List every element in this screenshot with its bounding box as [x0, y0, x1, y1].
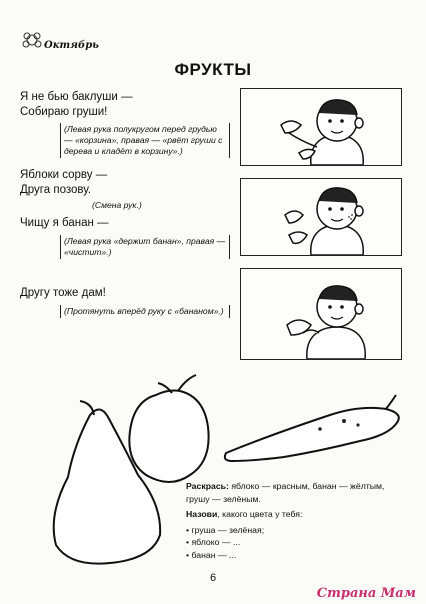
- banana-outline: [225, 395, 399, 461]
- illustration-boy-picking-apples: [240, 178, 402, 256]
- verse-line: Собираю груши!: [20, 106, 108, 118]
- color-list: [186, 524, 406, 562]
- illustration-boy-giving-banana: [240, 268, 402, 360]
- name-label: Назови: [186, 509, 218, 519]
- apple-outline: [129, 375, 208, 482]
- verse-line: Яблоки сорву —: [20, 169, 108, 181]
- color-text: яблоко — красным, банан — жёлтым, грушу — зелёным.: [186, 481, 385, 504]
- list-item: • банан — ...: [186, 549, 237, 560]
- verse-line: Друга позову.: [20, 184, 92, 196]
- header-month: Октябрь: [44, 40, 99, 51]
- verse-3: [20, 216, 230, 259]
- verse-line: Другу тоже дам!: [20, 287, 106, 299]
- page-number: 6: [209, 572, 217, 584]
- illustration-boy-picking-pears: [240, 88, 402, 166]
- page-title: ФРУКТЫ: [174, 60, 252, 79]
- verse-2: [20, 168, 230, 211]
- color-instruction: [186, 480, 406, 505]
- verse-4: [20, 286, 230, 318]
- watermark: Страна Мам: [316, 586, 416, 601]
- name-text: , какого цвета у тебя:: [217, 509, 303, 519]
- verse-1: [20, 90, 230, 158]
- coloring-task: [186, 480, 406, 561]
- color-label: Раскрась:: [186, 481, 229, 491]
- verse-line: Чищу я банан —: [20, 217, 109, 229]
- list-item: • груша — зелёная;: [186, 524, 265, 535]
- verse-note: (Протянуть вперёд руку с «бананом».): [60, 305, 230, 318]
- verse-note: (Левая рука полукругом перед грудью — «корзина», правая — «рвёт груши с дерева и кладёт в корзину».): [60, 123, 230, 158]
- verse-note: (Смена рук.): [92, 200, 142, 210]
- list-item: • яблоко — ...: [186, 537, 241, 547]
- verse-note: (Левая рука «держит банан», правая — «чистит».): [60, 235, 230, 259]
- name-instruction: [186, 508, 406, 521]
- verse-line: Я не бью баклуши —: [20, 91, 133, 103]
